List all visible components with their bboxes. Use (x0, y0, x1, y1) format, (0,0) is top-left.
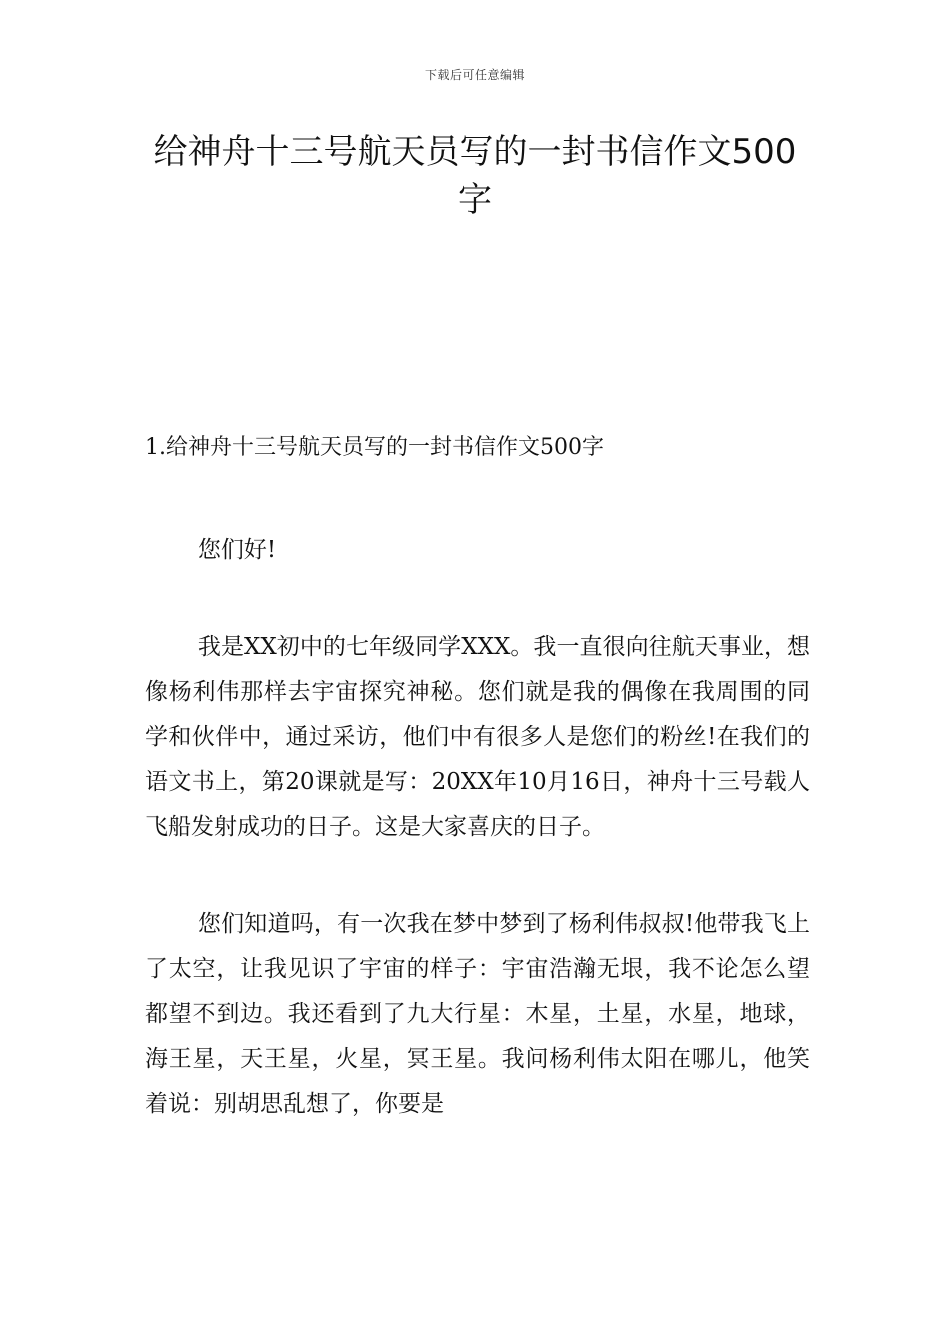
header-note: 下载后可任意编辑 (424, 68, 525, 82)
greeting-paragraph: 您们好! (197, 537, 277, 563)
document-title: 给神舟十三号航天员写的一封书信作文500字 (153, 132, 797, 220)
body-paragraph: 您们知道吗，有一次我在梦中梦到了杨利伟叔叔!他带我飞上了太空，让我见识了宇宙的样子：宇宙浩瀚无垠，我不论怎么望都望不到边。我还看到了九大行星：木星，土星，水星，地球，海王星，天王星，火星，冥王星。我问杨利伟太阳在哪儿，他笑着说：别胡思乱想了，你要是 (145, 911, 810, 1117)
section-heading: 1.给神舟十三号航天员写的一封书信作文500字 (145, 435, 604, 460)
letter-body (145, 528, 810, 1179)
body-paragraph: 我是XX初中的七年级同学XXX。我一直很向往航天事业，想像杨利伟那样去宇宙探究神秘。您们就是我的偶像在我周围的同学和伙伴中，通过采访，他们中有很多人是您们的粉丝!在我们的语文书上，第20课就是写：20XX年10月16日，神舟十三号载人飞船发射成功的日子。这是大家喜庆的日子。 (145, 634, 810, 840)
